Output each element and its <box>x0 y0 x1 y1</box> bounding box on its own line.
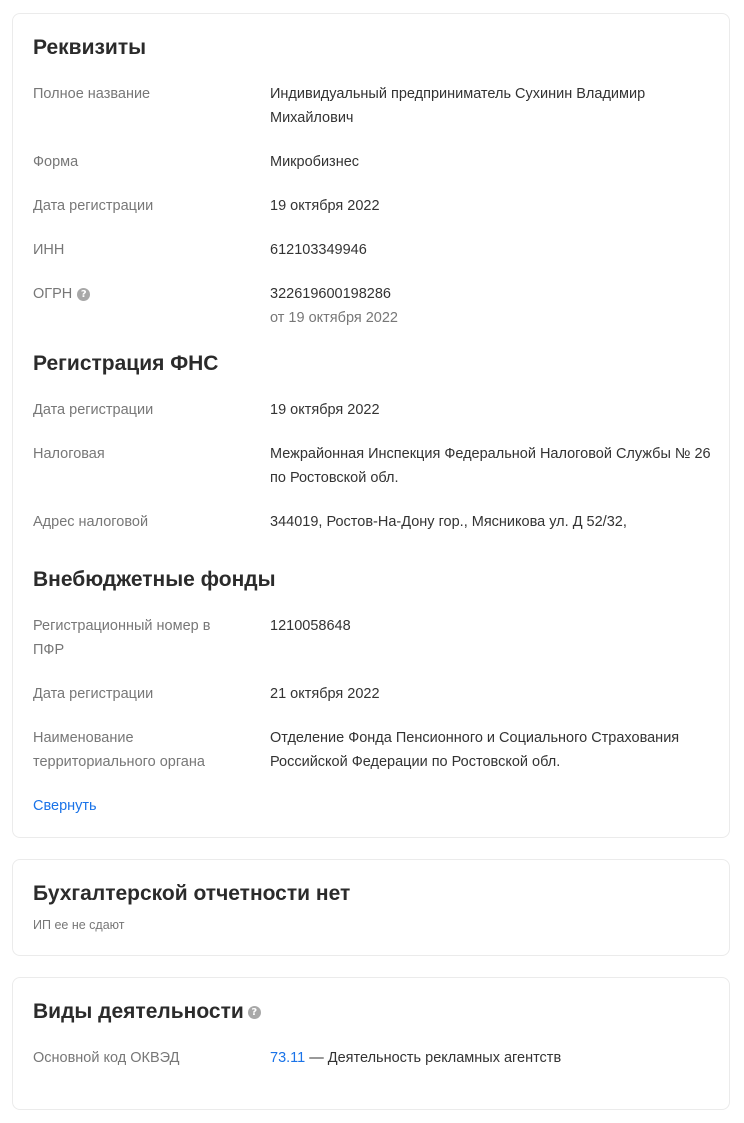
funds-title: Внебюджетные фонды <box>33 568 276 591</box>
requisites-title: Реквизиты <box>33 36 147 59</box>
accounting-note: ИП ее не сдают <box>33 918 125 932</box>
label-pfr-number: Регистрационный номер в ПФР <box>33 618 211 658</box>
label-ogrn-text: ОГРН <box>33 286 73 302</box>
value-territorial-body: Отделение Фонда Пенсионного и Социального Страхования Российской Федерации по Ростовской обл. <box>270 730 680 770</box>
value-main-okved <box>270 1046 720 1070</box>
activities-title-text: Виды деятельности <box>33 1000 244 1023</box>
accounting-title: Бухгалтерской отчетности нет <box>33 882 351 905</box>
value-tax-address: 344019, Ростов-На-Дону гор., Мясникова ул. Д 52/32, <box>270 514 627 530</box>
help-icon[interactable]: ? <box>248 1006 261 1019</box>
label-form: Форма <box>33 154 79 170</box>
value-ogrn <box>270 282 720 330</box>
label-tax-office: Налоговая <box>33 446 105 462</box>
value-full-name: Индивидуальный предприниматель Сухинин Владимир Михайлович <box>270 86 646 126</box>
help-icon[interactable]: ? <box>77 288 90 301</box>
value-tax-office: Межрайонная Инспекция Федеральной Налоговой Службы № 26 по Ростовской обл. <box>270 446 711 486</box>
activities-card <box>12 977 730 1110</box>
okved-code-link[interactable]: 73.11 <box>270 1050 306 1066</box>
value-pfr-number: 1210058648 <box>270 618 351 634</box>
value-ogrn-number: 322619600198286 <box>270 286 391 302</box>
label-ogrn <box>33 282 248 306</box>
label-registration-date: Дата регистрации <box>33 198 154 214</box>
label-tax-address: Адрес налоговой <box>33 514 149 530</box>
collapse-link[interactable]: Свернуть <box>33 798 97 814</box>
value-funds-registration-date: 21 октября 2022 <box>270 686 380 702</box>
value-ogrn-date: от 19 октября 2022 <box>270 310 398 326</box>
label-full-name: Полное название <box>33 86 151 102</box>
value-fns-registration-date: 19 октября 2022 <box>270 402 380 418</box>
label-inn: ИНН <box>33 242 65 258</box>
label-territorial-body: Наименование территориального органа <box>33 730 205 770</box>
label-main-okved: Основной код ОКВЭД <box>33 1050 180 1066</box>
value-inn: 612103349946 <box>270 242 367 258</box>
value-registration-date: 19 октября 2022 <box>270 198 380 214</box>
label-fns-registration-date: Дата регистрации <box>33 402 154 418</box>
fns-title: Регистрация ФНС <box>33 352 219 375</box>
accounting-card <box>12 859 730 956</box>
activities-title <box>33 999 261 1025</box>
okved-description: — Деятельность рекламных агентств <box>305 1050 562 1066</box>
label-funds-registration-date: Дата регистрации <box>33 686 154 702</box>
value-form: Микробизнес <box>270 154 360 170</box>
requisites-card <box>12 13 730 838</box>
